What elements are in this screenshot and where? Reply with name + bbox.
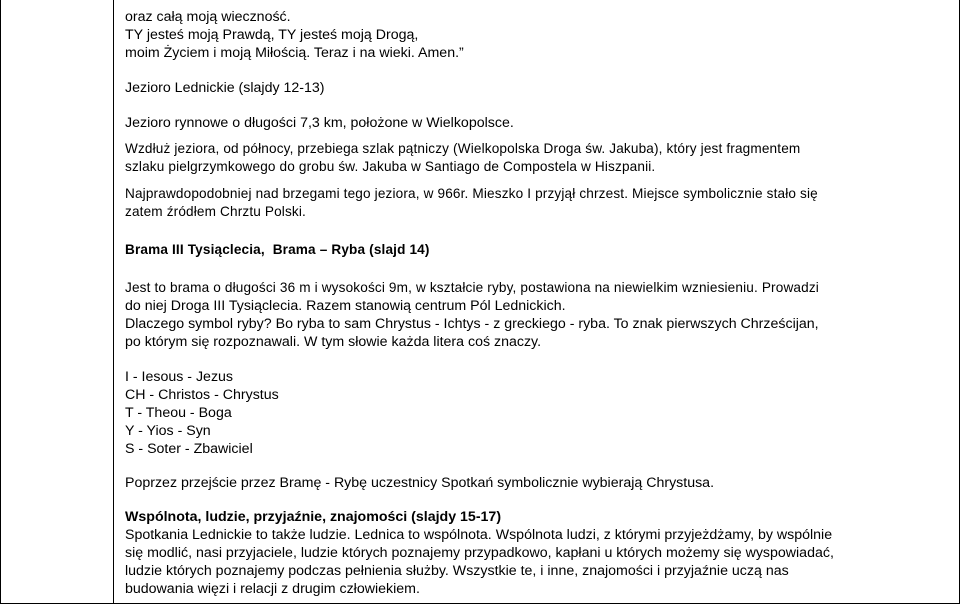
gate-heading-part: Ryba [331, 242, 366, 257]
paragraph: po którym się rozpoznawali. W tym słowie każda litera coś znaczy. [125, 334, 542, 350]
section-heading-community: Wspólnota, ludzie, przyjaźnie, znajomości (slajdy 15-17) [125, 509, 502, 525]
paragraph: Spotkania Lednickie to także ludzie. Lednica to wspólnota. Wspólnota ludzi, z którymi przyjeżdżamy, by wspólnie [125, 527, 833, 543]
gate-heading-part: Brama [272, 242, 316, 257]
ichtys-line: I - Iesous - Jezus [125, 369, 234, 385]
gate-heading-dash: – [319, 242, 328, 257]
paragraph: szlaku pielgrzymkowego do grobu św. Jakuba w Santiago de Compostela w Hiszpanii. [125, 159, 656, 174]
section-heading-lake: Jezioro Lednickie (slajdy 12-13) [125, 80, 325, 96]
paragraph: się modlić, nasi przyjaciele, ludzie których poznajemy przypadkowo, kapłani u których możemy się wyspowiadać, [125, 545, 834, 561]
ichtys-line: T - Theou - Boga [125, 405, 232, 421]
paragraph: do niej Droga III Tysiąclecia. Razem stanowią centrum Pól Lednickich. [125, 298, 566, 314]
gate-heading-part: (slajd 14) [369, 242, 430, 257]
paragraph: Dlaczego symbol ryby? Bo ryba to sam Chrystus - Ichtys - z greckiego - ryba. To znak pierwszych Chrześcijan, [125, 316, 819, 332]
paragraph: budowania więzi i relacji z drugim człowiekiem. [125, 581, 420, 597]
prayer-line: TY jesteś moją Prawdą, TY jesteś moją Drogą, [125, 27, 419, 43]
paragraph: Jest to brama o długości 36 m i wysokości 9m, w kształcie ryby, postawiona na niewielkim wzniesieniu. Prowadzi [125, 280, 819, 295]
paragraph: Jezioro rynnowe o długości 7,3 km, położone w Wielkopolsce. [125, 115, 514, 131]
ichtys-line: S - Soter - Zbawiciel [125, 441, 253, 457]
paragraph: Wzdłuż jeziora, od północy, przebiega szlak pątniczy (Wielkopolska Droga św. Jakuba), który jest fragmentem [125, 141, 801, 156]
ichtys-line: CH - Christos - Chrystus [125, 387, 279, 403]
paragraph: ludzie których poznajemy podczas pełnienia służby. Wszystkie te, i inne, znajomości i przyjaźnie uczą nas [125, 563, 789, 579]
paragraph: zatem źródłem Chrztu Polski. [125, 204, 306, 219]
gate-heading-part: Brama III Tysiąclecia, [125, 242, 265, 257]
prayer-line: moim Życiem i moją Miłością. Teraz i na wieki. Amen.” [125, 45, 464, 61]
prayer-line: oraz całą moją wieczność. [125, 9, 291, 25]
section-heading-gate [125, 241, 430, 259]
paragraph: Najprawdopodobniej nad brzegami tego jeziora, w 966r. Mieszko I przyjął chrzest. Miejsce symbolicznie stało się [125, 186, 818, 201]
left-border-outer [0, 0, 1, 604]
left-column-divider [113, 0, 114, 604]
ichtys-line: Y - Yios - Syn [125, 423, 211, 439]
paragraph: Poprzez przejście przez Bramę - Rybę uczestnicy Spotkań symbolicznie wybierają Chrystusa. [125, 475, 715, 491]
